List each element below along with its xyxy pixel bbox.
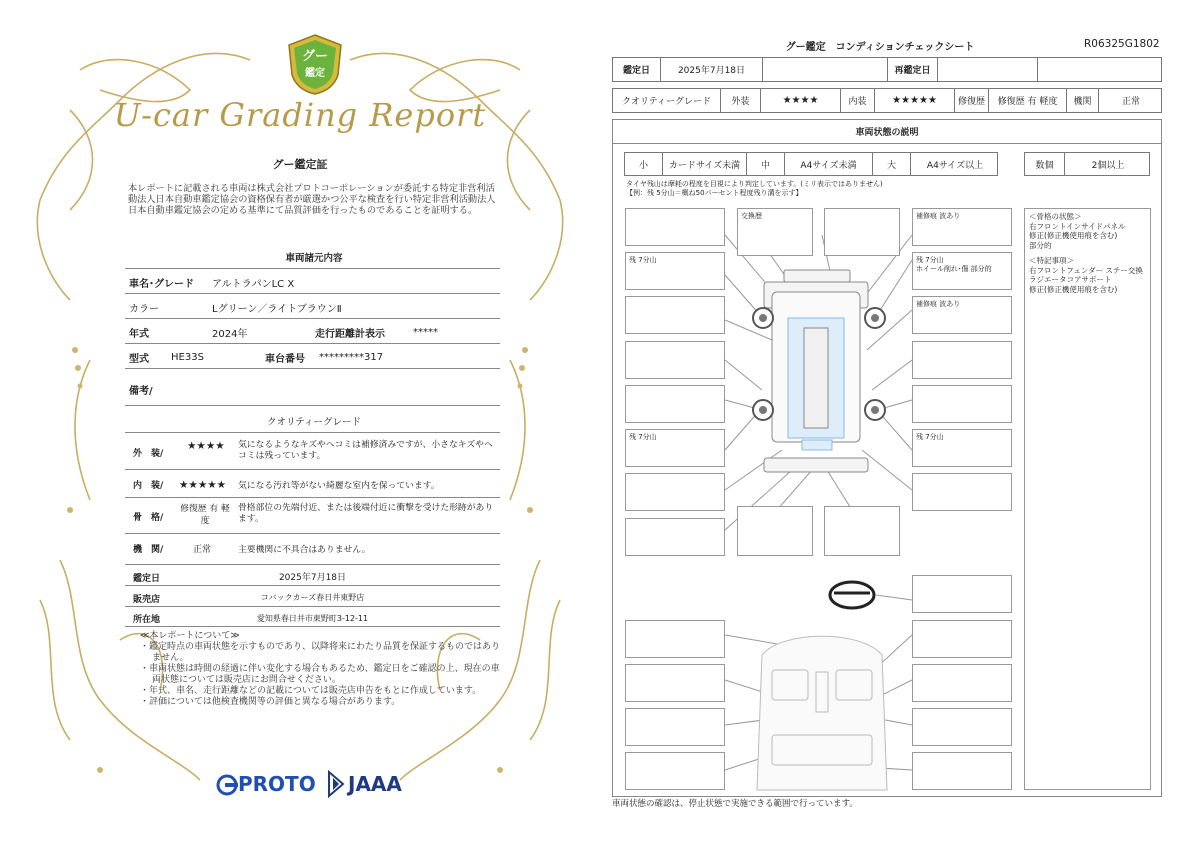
proto-brand-text: PROTO [238,772,316,796]
damage-box [737,506,813,556]
ext-stars: ★★★★ [761,89,841,112]
footer-row-shop [125,589,500,607]
damage-box [625,664,725,702]
count-label: 数個 [1025,153,1065,175]
damage-box [625,752,725,790]
count-legend [1024,152,1150,176]
repair-box-front: 補修痕 波あり [912,208,1012,246]
int-stars: ★★★★★ [875,89,955,112]
address-label: 所在地 [133,615,161,625]
model-label: 型式 [129,354,149,365]
certificate-title: グー鑑定証 [272,158,328,171]
sheet-title: グー鑑定 コンディションチェックシート [785,42,975,53]
spec-row-name [125,272,500,294]
intro-text: 本レポートに記載される車両は株式会社プロトコーポレーションが委託する特定非営利活動法人日本自動車鑑定協会の資格保有者が厳選かつ公平な検査を行い特定非営利活動法人日本自動車鑑定協会の定める基準にて品質評価を行ったものであることを証明する。 [128,183,496,216]
chassis-value: *********317 [319,352,384,363]
int-label: 内 装/ [133,481,164,491]
quality-row-exterior [125,436,500,470]
date-table [612,57,1162,82]
appraisal-date-value: 2025年7月18日 [661,58,763,81]
model-value: HE33S [171,352,204,363]
jaaa-brand-text: JAAA [348,772,402,796]
ext-label: 外 装/ [133,449,164,459]
damage-box [625,620,725,658]
jaaa-logo-icon [326,770,346,798]
footer-row-date [125,568,500,586]
mileage-label: 走行距離計表示 [315,329,385,340]
damage-box [625,708,725,746]
footer-row-address [125,609,500,627]
condition-title: 車両状態の説明 [612,119,1162,144]
recheck-date-label: 再鑑定日 [888,58,938,81]
condition-check-sheet [600,0,1200,848]
bottom-note: 車両状態の確認は、停止状態で実施できる範囲で行っています。 [612,799,858,809]
frame-state-title: ＜骨格の状態＞ [1029,212,1082,221]
tire-note-2: 【例：残 5分山＝概ね50パーセント程度残り溝を示す】 [626,189,803,197]
name-value: アルトラパンLC X [212,279,295,290]
repair-box-side: 補修痕 波あり [912,296,1012,334]
note-item: ・年式、車名、走行距離などの記載については販売店申告をもとに作成しています。 [140,686,482,696]
tire-box-front-left: 残 7分山 [625,252,725,290]
exchange-box: 交換歴 [737,208,813,256]
date-value: 2025年7月18日 [278,573,347,583]
damage-box [824,506,900,556]
damage-box [912,752,1012,790]
size-small-label: 小 [625,153,663,175]
address-value: 愛知県春日井市東野町3-12-11 [256,614,369,623]
quality-row-frame [125,502,500,534]
int-stars: ★★★★★ [179,479,227,491]
badge-top-text: グー [301,49,329,64]
quality-row-engine [125,538,500,562]
remarks-label: 備考/ [129,385,153,397]
steering-wheel-icon [830,582,874,608]
size-large-label: 大 [873,153,911,175]
frame-value: 修復歴 有 軽度 [180,504,230,526]
repair-label: 修復歴 [955,89,989,112]
damage-box [824,208,900,256]
tire-box-rear-right: 残 7分山 [912,429,1012,467]
note-item: ・評価については他検査機関等の評価と異なる場合があります。 [140,697,401,707]
grade-label: クオリティーグレード [613,89,721,112]
shop-label: 販売店 [133,595,161,605]
engine-value: 正常 [193,545,212,555]
year-label: 年式 [129,329,149,340]
damage-box [625,341,725,379]
quality-section-title: クオリティーグレード [266,417,362,428]
spec-row-color [125,297,500,319]
note-item: ・車両状態は時間の経過に伴い変化する場合もあるため、鑑定日をご確認の上、現在の車両状態については販売店にお問合せください。 [140,664,500,685]
color-label: カラー [129,304,159,315]
report-script-title: U-car Grading Report [113,96,487,134]
damage-box [912,473,1012,511]
date-label: 鑑定日 [133,574,161,584]
damage-box [625,385,725,423]
damage-box [625,518,725,556]
spec-section-title: 車両諸元内容 [285,253,343,264]
appraisal-date-label: 鑑定日 [613,58,661,81]
year-value: 2024年 [212,329,248,340]
frame-desc: 骨格部位の先端付近、または後端付近に衝撃を受けた形跡があります。 [238,503,494,524]
count-desc: 2個以上 [1091,160,1125,171]
special-text: 右フロントフェンダー ステー交換 ラジエータコアサポート 修正(修正機使用痕を含む) [1029,265,1143,294]
frame-state-panel [1024,208,1151,790]
damage-box [912,708,1012,746]
shop-value: コバックカーズ春日井東野店 [260,593,365,602]
notes-title: ≪本レポートについて≫ [140,631,240,641]
ext-stars: ★★★★ [187,440,225,452]
tire-box-front-right: 残 7分山 ホイール削れ･傷 部分的 [912,252,1012,290]
damage-box [625,473,725,511]
tire-note-1: タイヤ残山は摩耗の程度を目視により判定しています。(ミリ表示ではありません) [626,180,883,188]
quality-row-interior [125,474,500,498]
ext-desc: 気になるようなキズやヘコミは補修済みですが、小さなキズやヘコミは残っています。 [238,440,493,461]
size-mid-label: 中 [747,153,785,175]
repair-value: 修復歴 有 軽度 [989,89,1067,112]
chassis-label: 車台番号 [265,354,305,365]
mileage-value: ***** [413,327,438,338]
size-large-desc: A4サイズ以上 [926,160,984,171]
size-legend [624,152,998,176]
name-label: 車名･グレード [129,279,194,290]
engine-desc: 主要機関に不具合はありません。 [238,545,371,555]
engine-label: 機 関/ [133,545,164,555]
spec-row-model [125,347,500,369]
damage-box [625,208,725,246]
spec-row-year [125,322,500,344]
color-value: Lグリーン／ライトブラウンⅡ [212,304,342,315]
damage-box [912,664,1012,702]
damage-box [912,575,1012,613]
frame-label: 骨 格/ [133,513,164,523]
badge-bottom-text: 鑑定 [305,68,325,79]
ext-label: 外装 [721,89,761,112]
report-notes [140,631,500,708]
engine-value: 正常 [1121,97,1140,107]
damage-box [912,620,1012,658]
grade-table [612,88,1162,113]
goo-kantei-badge-icon [286,33,344,95]
frame-state-text: 右フロントインサイドパネル 修正(修正機使用痕を含む) 部分的 [1029,221,1126,250]
note-item: ・鑑定時点の車両状態を示すものであり、以降将来にわたり品質を保証するものではありません。 [140,642,501,663]
proto-logo-icon [216,774,238,796]
engine-label: 機関 [1067,89,1099,112]
int-label: 内装 [841,89,875,112]
sheet-code: R06325G1802 [1084,38,1160,50]
size-small-desc: カードサイズ未満 [663,153,747,175]
damage-box [912,385,1012,423]
damage-box [625,296,725,334]
size-mid-desc: A4サイズ未満 [785,153,873,175]
special-title: ＜特記事項＞ [1029,256,1074,265]
tire-box-rear-left: 残 7分山 [625,429,725,467]
int-desc: 気になる汚れ等がない綺麗な室内を保っています。 [238,481,440,491]
spec-row-remarks [125,375,500,403]
damage-box [912,341,1012,379]
